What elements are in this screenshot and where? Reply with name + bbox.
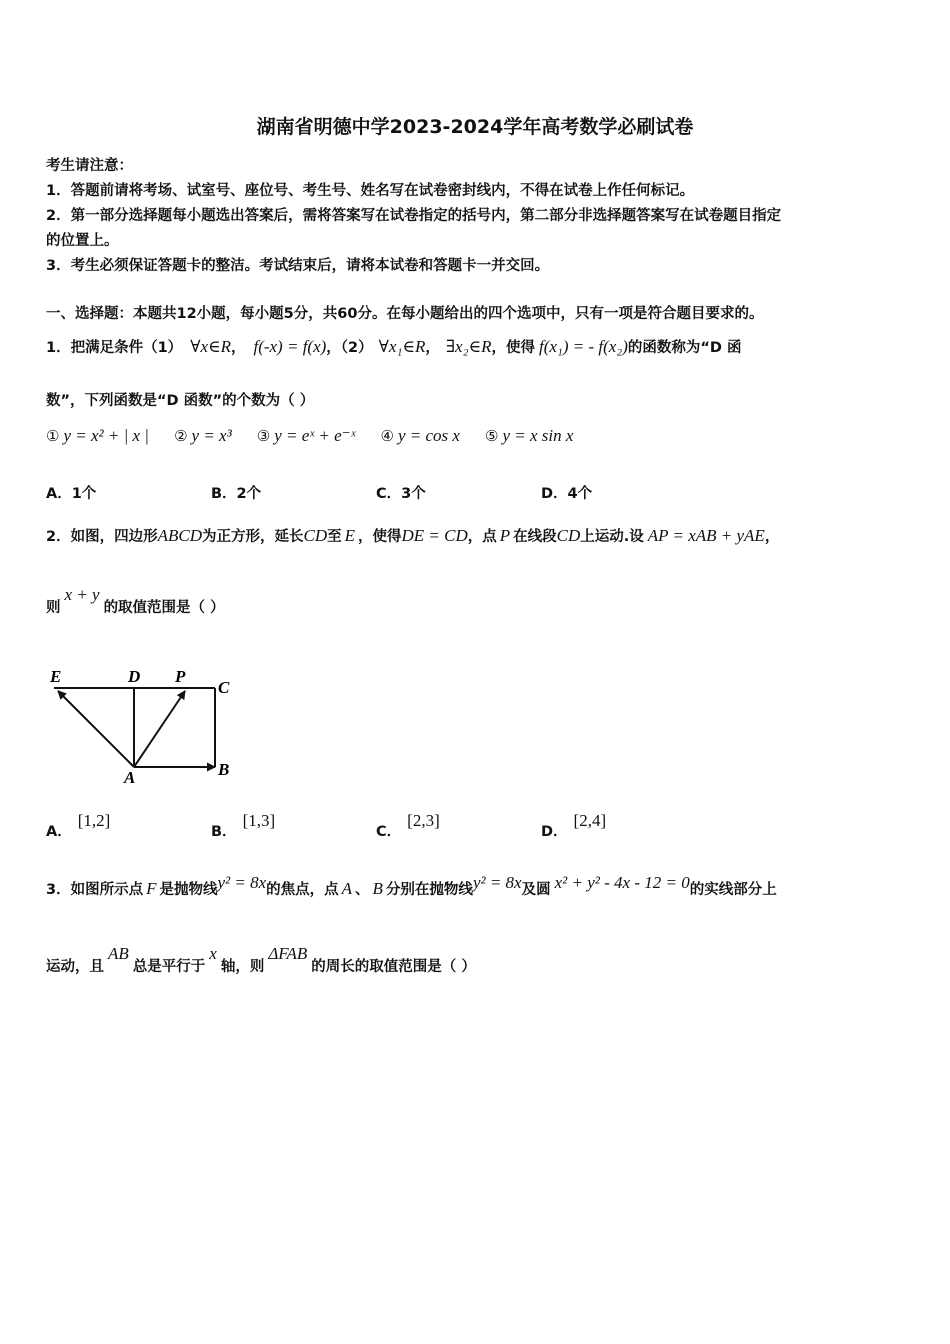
vector-ae [58,691,134,767]
function-item: ⑤ y = x sin x [485,426,574,445]
notice-item: 2．第一部分选择题每小题选出答案后，需将答案写在试卷指定的括号内，第二部分非选择题答案写在试卷题目指定 [46,208,782,224]
question-3-line-1: 3．如图所示点 F 是抛物线y² = 8x的焦点，点 A 、 B 分别在抛物线y² = 8x及圆 x² + y² - 4x - 12 = 0的实线部分上 [46,873,777,898]
notice-item: 的位置上。 [46,233,119,249]
choice-c: C．3个 [376,486,426,502]
choice-d: D．[2,4] [541,811,607,840]
question-1-line-1: 1．把满足条件（1） ∀x∈R， f(-x) = f(x)，（2） ∀x₁∈R， ∃x₂∈R，使得 f(x₁) = - f(x₂)的函数称为“D 函 [46,337,742,356]
choice-a: A．1个 [46,486,97,502]
choice-b: B．[1,3] [211,811,276,840]
choice-d: D．4个 [541,486,593,502]
notice-heading: 考生请注意： [46,158,133,174]
label-a: A [124,768,136,785]
choice-c: C．[2,3] [376,811,440,840]
question-1-function-list [46,426,906,446]
section-heading: 一、选择题：本题共12小题，每小题5分，共60分。在每小题给出的四个选项中，只有一项是符合题目要求的。 [46,306,764,322]
question-1-line-2: 数”，下列函数是“D 函数”的个数为（ ） [46,393,315,409]
notice-item: 1．答题前请将考场、试室号、座位号、考生号、姓名写在试卷密封线内，不得在试卷上作任何标记。 [46,183,695,199]
notice-item: 3．考生必须保证答题卡的整洁。考试结束后，请将本试卷和答题卡一并交回。 [46,258,550,274]
question-3-line-2: 运动，且AB总是平行于x轴，则ΔFAB的周长的取值范围是（ ） [46,944,476,975]
function-item: ② y = x³ [174,426,232,445]
label-b: B [218,760,230,779]
function-item: ④ y = cos x [380,426,460,445]
label-p: P [175,667,186,686]
function-item: ③ y = eˣ + e⁻ˣ [256,426,356,445]
question-2-line-1: 2．如图，四边形ABCD为正方形，延长CD至 E ，使得DE = CD，点 P 在线段CD上运动.设 AP = xAB + yAE， [46,526,780,545]
vector-ap [134,691,185,767]
label-c: C [218,678,230,697]
choice-a: A．[1,2] [46,811,111,840]
function-item: ① y = x² + | x | [46,426,149,445]
page-title: 湖南省明德中学2023-2024学年高考数学必刷试卷 [256,116,694,138]
label-d: D [128,667,141,686]
choice-b: B．2个 [211,486,262,502]
square-figure [42,660,242,785]
label-e: E [50,667,62,686]
question-2-line-2: 则x + y的取值范围是（ ） [46,585,225,616]
